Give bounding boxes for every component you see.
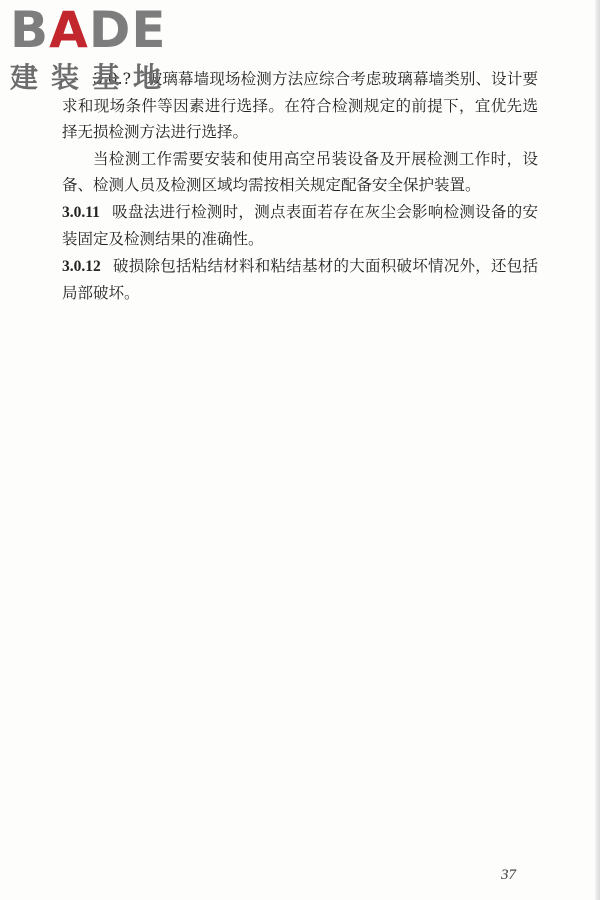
logo-letter-a-accent: A [49, 1, 89, 59]
paragraph-safety-equipment [62, 146, 538, 199]
clause-number: 3.0.11 [62, 203, 100, 221]
clause-number: 3.0.12 [62, 257, 101, 275]
page-edge-shadow [595, 0, 600, 900]
logo-subtitle: 建装基地 [10, 61, 175, 94]
logo-letter-b: B [10, 1, 50, 59]
paragraph-text: 3.0.? 玻璃幕墙现场检测方法应综合考虑玻璃幕墙类别、设计要求和现场条件等因素进行选择。在符合检测规定的前提下，宜优先选择无损检测方法进行选择。 [62, 70, 538, 141]
paragraph-text: 破损除包括粘结材料和粘结基材的大面积破坏情况外，还包括局部破坏。 [62, 256, 538, 302]
paragraph-text: 吸盘法进行检测时，测点表面若存在灰尘会影响检测设备的安装固定及检测结果的准确性。 [62, 202, 538, 248]
logo-wordmark [10, 1, 167, 59]
logo-letters-de: DE [88, 1, 167, 59]
clause-3-0-11 [62, 199, 538, 253]
document-body [62, 66, 538, 307]
page-number: 37 [501, 867, 516, 883]
clause-3-0-12 [62, 253, 538, 307]
paragraph-text: 当检测工作需要安装和使用高空吊装设备及开展检测工作时，设备、检测人员及检测区域均需按相关规定配备安全保护装置。 [62, 149, 538, 194]
watermark-logo [10, 1, 185, 96]
